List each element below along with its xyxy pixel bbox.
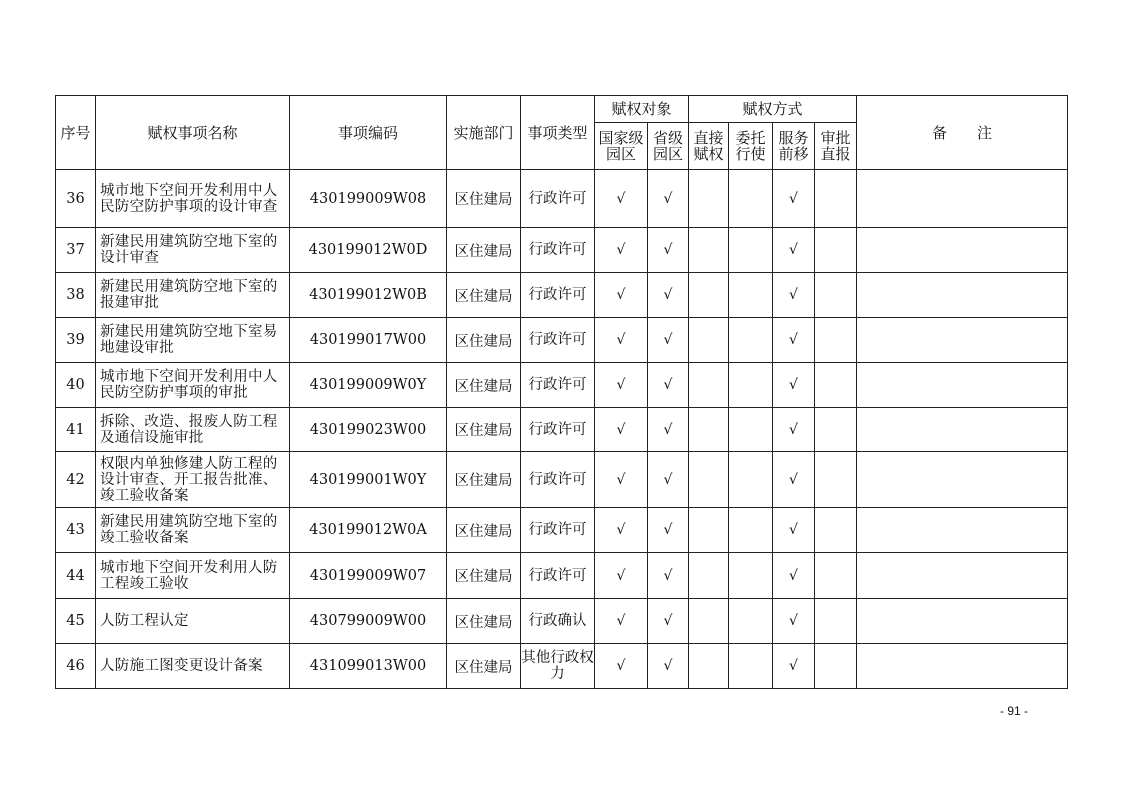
row-report-check xyxy=(815,508,857,553)
row-report-check xyxy=(815,228,857,273)
row-type: 行政许可 xyxy=(521,508,595,553)
header-provincial-park: 省级园区 xyxy=(648,123,689,170)
table-row xyxy=(56,363,1068,408)
row-name: 拆除、改造、报废人防工程及通信设施审批 xyxy=(96,408,290,452)
row-national-check: √ xyxy=(595,452,648,508)
row-no: 43 xyxy=(56,508,96,553)
row-entrust-check xyxy=(729,363,773,408)
row-direct-check xyxy=(689,170,729,228)
row-remark xyxy=(857,170,1068,228)
row-report-check xyxy=(815,644,857,689)
row-dept: 区住建局 xyxy=(447,644,521,689)
row-code: 430199012W0D xyxy=(290,228,447,273)
row-national-check: √ xyxy=(595,508,648,553)
row-code: 430799009W00 xyxy=(290,599,447,644)
row-no: 39 xyxy=(56,318,96,363)
table-row xyxy=(56,644,1068,689)
row-name: 城市地下空间开发利用中人民防空防护事项的设计审查 xyxy=(96,170,290,228)
row-remark xyxy=(857,508,1068,553)
table-row xyxy=(56,508,1068,553)
row-report-check xyxy=(815,553,857,599)
row-type: 行政许可 xyxy=(521,273,595,318)
row-dept: 区住建局 xyxy=(447,553,521,599)
row-no: 40 xyxy=(56,363,96,408)
row-national-check: √ xyxy=(595,363,648,408)
row-provincial-check: √ xyxy=(648,408,689,452)
row-remark xyxy=(857,228,1068,273)
row-service-check: √ xyxy=(773,273,815,318)
row-type: 行政许可 xyxy=(521,553,595,599)
table-row xyxy=(56,228,1068,273)
row-dept: 区住建局 xyxy=(447,273,521,318)
header-method: 赋权方式 xyxy=(689,96,857,123)
row-service-check: √ xyxy=(773,228,815,273)
row-provincial-check: √ xyxy=(648,553,689,599)
row-direct-check xyxy=(689,644,729,689)
row-remark xyxy=(857,644,1068,689)
row-no: 42 xyxy=(56,452,96,508)
row-entrust-check xyxy=(729,318,773,363)
table-row xyxy=(56,408,1068,452)
row-service-check: √ xyxy=(773,644,815,689)
row-provincial-check: √ xyxy=(648,170,689,228)
row-service-check: √ xyxy=(773,408,815,452)
row-report-check xyxy=(815,363,857,408)
row-no: 37 xyxy=(56,228,96,273)
row-direct-check xyxy=(689,508,729,553)
row-provincial-check: √ xyxy=(648,363,689,408)
row-dept: 区住建局 xyxy=(447,408,521,452)
row-national-check: √ xyxy=(595,318,648,363)
row-provincial-check: √ xyxy=(648,599,689,644)
row-no: 41 xyxy=(56,408,96,452)
header-target: 赋权对象 xyxy=(595,96,689,123)
row-code: 430199017W00 xyxy=(290,318,447,363)
row-dept: 区住建局 xyxy=(447,363,521,408)
row-provincial-check: √ xyxy=(648,318,689,363)
row-direct-check xyxy=(689,408,729,452)
row-national-check: √ xyxy=(595,644,648,689)
row-name: 人防工程认定 xyxy=(96,599,290,644)
row-no: 36 xyxy=(56,170,96,228)
row-name: 人防施工图变更设计备案 xyxy=(96,644,290,689)
row-provincial-check: √ xyxy=(648,644,689,689)
row-type: 行政许可 xyxy=(521,170,595,228)
row-code: 430199009W08 xyxy=(290,170,447,228)
row-remark xyxy=(857,553,1068,599)
row-provincial-check: √ xyxy=(648,273,689,318)
header-direct-grant: 直接赋权 xyxy=(689,123,729,170)
row-provincial-check: √ xyxy=(648,228,689,273)
row-report-check xyxy=(815,273,857,318)
row-entrust-check xyxy=(729,508,773,553)
row-name: 新建民用建筑防空地下室的报建审批 xyxy=(96,273,290,318)
header-type: 事项类型 xyxy=(521,96,595,170)
row-remark xyxy=(857,363,1068,408)
row-name: 权限内单独修建人防工程的设计审查、开工报告批准、竣工验收备案 xyxy=(96,452,290,508)
row-national-check: √ xyxy=(595,599,648,644)
row-remark xyxy=(857,408,1068,452)
row-type: 行政许可 xyxy=(521,318,595,363)
row-national-check: √ xyxy=(595,170,648,228)
row-entrust-check xyxy=(729,273,773,318)
row-no: 44 xyxy=(56,553,96,599)
header-entrusted: 委托行使 xyxy=(729,123,773,170)
row-entrust-check xyxy=(729,644,773,689)
row-entrust-check xyxy=(729,408,773,452)
row-entrust-check xyxy=(729,553,773,599)
row-direct-check xyxy=(689,318,729,363)
row-provincial-check: √ xyxy=(648,508,689,553)
header-direct-report: 审批直报 xyxy=(815,123,857,170)
row-service-check: √ xyxy=(773,363,815,408)
row-report-check xyxy=(815,170,857,228)
row-remark xyxy=(857,318,1068,363)
row-dept: 区住建局 xyxy=(447,170,521,228)
row-service-check: √ xyxy=(773,553,815,599)
row-direct-check xyxy=(689,553,729,599)
row-name: 城市地下空间开发利用中人民防空防护事项的审批 xyxy=(96,363,290,408)
header-national-park: 国家级园区 xyxy=(595,123,648,170)
row-no: 46 xyxy=(56,644,96,689)
table-row xyxy=(56,599,1068,644)
row-service-check: √ xyxy=(773,318,815,363)
row-code: 430199009W0Y xyxy=(290,363,447,408)
row-service-check: √ xyxy=(773,170,815,228)
header-remark: 备 注 xyxy=(857,96,1068,170)
row-report-check xyxy=(815,408,857,452)
row-no: 45 xyxy=(56,599,96,644)
row-national-check: √ xyxy=(595,228,648,273)
row-remark xyxy=(857,273,1068,318)
table-row xyxy=(56,273,1068,318)
row-dept: 区住建局 xyxy=(447,599,521,644)
row-national-check: √ xyxy=(595,553,648,599)
row-entrust-check xyxy=(729,599,773,644)
row-dept: 区住建局 xyxy=(447,508,521,553)
row-name: 城市地下空间开发利用人防工程竣工验收 xyxy=(96,553,290,599)
row-type: 行政确认 xyxy=(521,599,595,644)
row-name: 新建民用建筑防空地下室的设计审查 xyxy=(96,228,290,273)
row-entrust-check xyxy=(729,170,773,228)
row-dept: 区住建局 xyxy=(447,228,521,273)
row-type: 行政许可 xyxy=(521,363,595,408)
row-code: 430199009W07 xyxy=(290,553,447,599)
header-code: 事项编码 xyxy=(290,96,447,170)
row-dept: 区住建局 xyxy=(447,318,521,363)
row-direct-check xyxy=(689,599,729,644)
header-name: 赋权事项名称 xyxy=(96,96,290,170)
row-type: 其他行政权力 xyxy=(521,644,595,689)
row-report-check xyxy=(815,599,857,644)
row-type: 行政许可 xyxy=(521,408,595,452)
row-remark xyxy=(857,452,1068,508)
table-row xyxy=(56,318,1068,363)
row-national-check: √ xyxy=(595,273,648,318)
row-entrust-check xyxy=(729,228,773,273)
authorization-table xyxy=(55,95,1068,689)
row-provincial-check: √ xyxy=(648,452,689,508)
row-service-check: √ xyxy=(773,452,815,508)
row-code: 430199023W00 xyxy=(290,408,447,452)
row-direct-check xyxy=(689,273,729,318)
row-direct-check xyxy=(689,363,729,408)
row-code: 430199012W0A xyxy=(290,508,447,553)
row-national-check: √ xyxy=(595,408,648,452)
header-seq: 序号 xyxy=(56,96,96,170)
row-name: 新建民用建筑防空地下室易地建设审批 xyxy=(96,318,290,363)
row-type: 行政许可 xyxy=(521,228,595,273)
row-remark xyxy=(857,599,1068,644)
row-no: 38 xyxy=(56,273,96,318)
row-code: 431099013W00 xyxy=(290,644,447,689)
header-service-forward: 服务前移 xyxy=(773,123,815,170)
row-dept: 区住建局 xyxy=(447,452,521,508)
table-row xyxy=(56,553,1068,599)
header-dept: 实施部门 xyxy=(447,96,521,170)
row-code: 430199012W0B xyxy=(290,273,447,318)
row-code: 430199001W0Y xyxy=(290,452,447,508)
page-number: - 91 - xyxy=(1000,704,1029,718)
row-entrust-check xyxy=(729,452,773,508)
row-type: 行政许可 xyxy=(521,452,595,508)
table-row xyxy=(56,452,1068,508)
row-direct-check xyxy=(689,228,729,273)
row-name: 新建民用建筑防空地下室的竣工验收备案 xyxy=(96,508,290,553)
row-direct-check xyxy=(689,452,729,508)
row-service-check: √ xyxy=(773,508,815,553)
table-row xyxy=(56,170,1068,228)
row-report-check xyxy=(815,452,857,508)
row-report-check xyxy=(815,318,857,363)
row-service-check: √ xyxy=(773,599,815,644)
